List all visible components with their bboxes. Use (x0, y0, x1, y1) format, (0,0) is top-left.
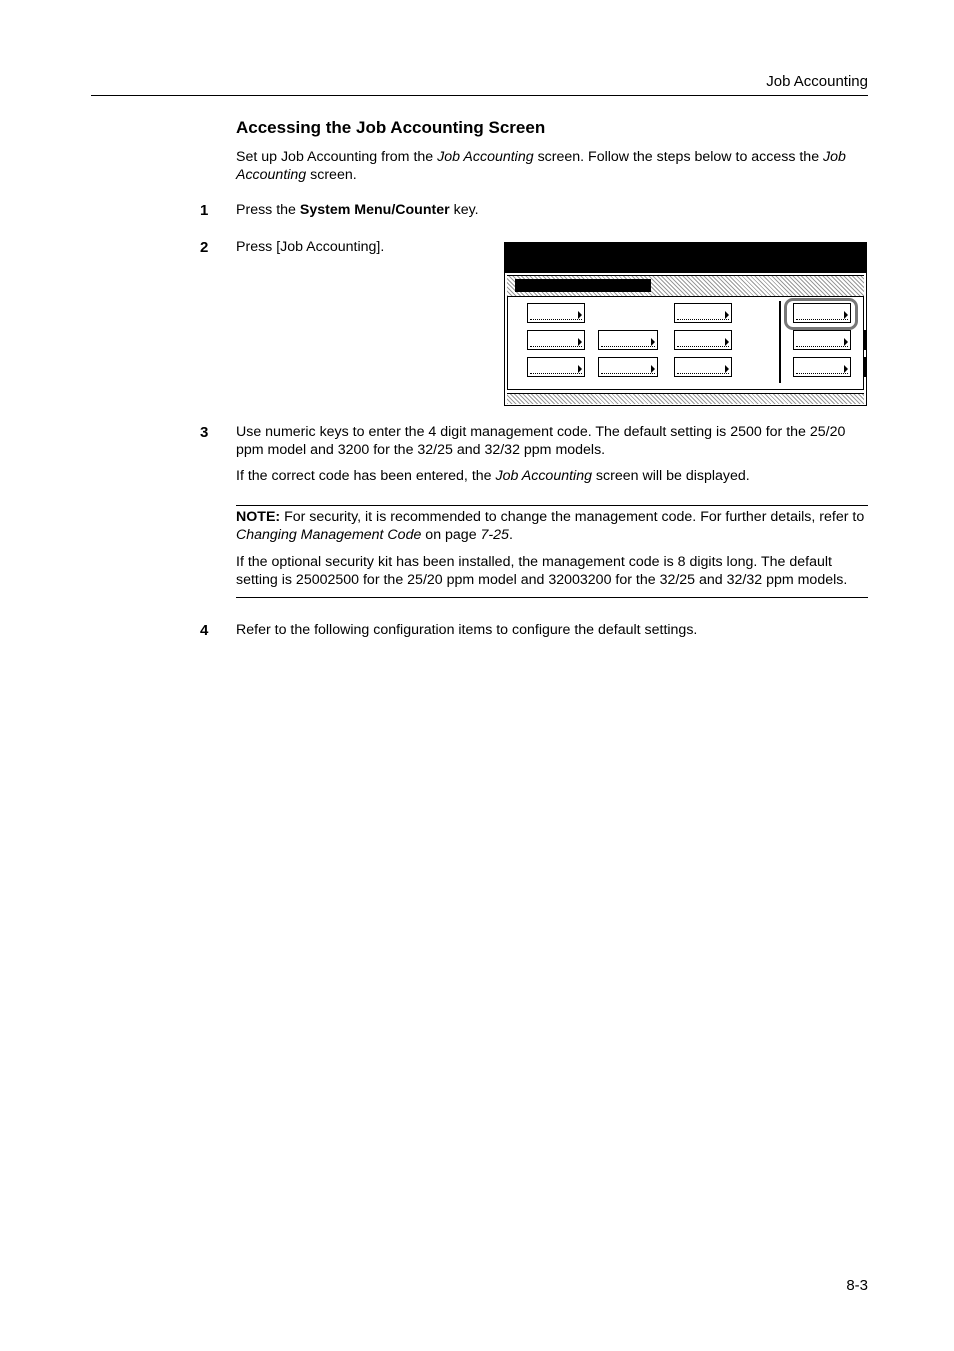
step-subtext: If the correct code has been entered, the Job Accounting screen will be displayed. (236, 468, 750, 484)
section-heading: Accessing the Job Accounting Screen (236, 118, 546, 137)
partial-key-edge (864, 330, 866, 350)
step-text: Refer to the following configuration items to configure the default settings. (236, 622, 698, 638)
note-paragraph: NOTE: For security, it is recommended to change the management code. For further details, refer to Changing Management Code on page 7-25. (236, 509, 865, 543)
step-text: Press [Job Accounting]. (236, 239, 385, 255)
page-number: 8-3 (846, 1277, 868, 1294)
screen-tab (515, 279, 651, 292)
header-rule (91, 95, 868, 96)
step-number: 3 (200, 424, 209, 441)
screen-footer-strip (507, 393, 864, 404)
menu-key[interactable] (793, 357, 851, 377)
step-text: Use numeric keys to enter the 4 digit management code. The default setting is 2500 for the 25/20 ppm model and 3200 for the 32/25 and 32/32 ppm models. (236, 424, 846, 458)
menu-key[interactable] (674, 303, 732, 323)
menu-key[interactable] (527, 357, 585, 377)
menu-key[interactable] (598, 357, 658, 377)
highlight-ring (784, 298, 858, 330)
partial-key-edge (864, 357, 866, 377)
menu-key[interactable] (674, 357, 732, 377)
note-paragraph: If the optional security kit has been installed, the management code is 8 digits long. The default setting is 25002500 for the 25/20 ppm model and 32003200 for the 32/25 and 32/32 ppm models. (236, 554, 848, 588)
note-bottom-rule (236, 597, 868, 598)
intro-paragraph: Set up Job Accounting from the Job Accounting screen. Follow the steps below to access the Job Accounting screen. (236, 149, 846, 183)
note-top-rule (236, 505, 868, 506)
step-number: 1 (200, 202, 209, 219)
step-text: Press the System Menu/Counter key. (236, 202, 479, 218)
screen-title-bar (505, 243, 866, 273)
menu-key[interactable] (598, 330, 658, 350)
menu-key[interactable] (793, 330, 851, 350)
step-number: 2 (200, 239, 209, 256)
column-divider (779, 301, 781, 383)
system-menu-screen-illustration (504, 242, 867, 406)
menu-key[interactable] (527, 303, 585, 323)
screen-tab-strip (507, 275, 864, 297)
step-number: 4 (200, 622, 209, 639)
menu-key[interactable] (674, 330, 732, 350)
menu-key[interactable] (527, 330, 585, 350)
running-header: Job Accounting (766, 73, 868, 90)
